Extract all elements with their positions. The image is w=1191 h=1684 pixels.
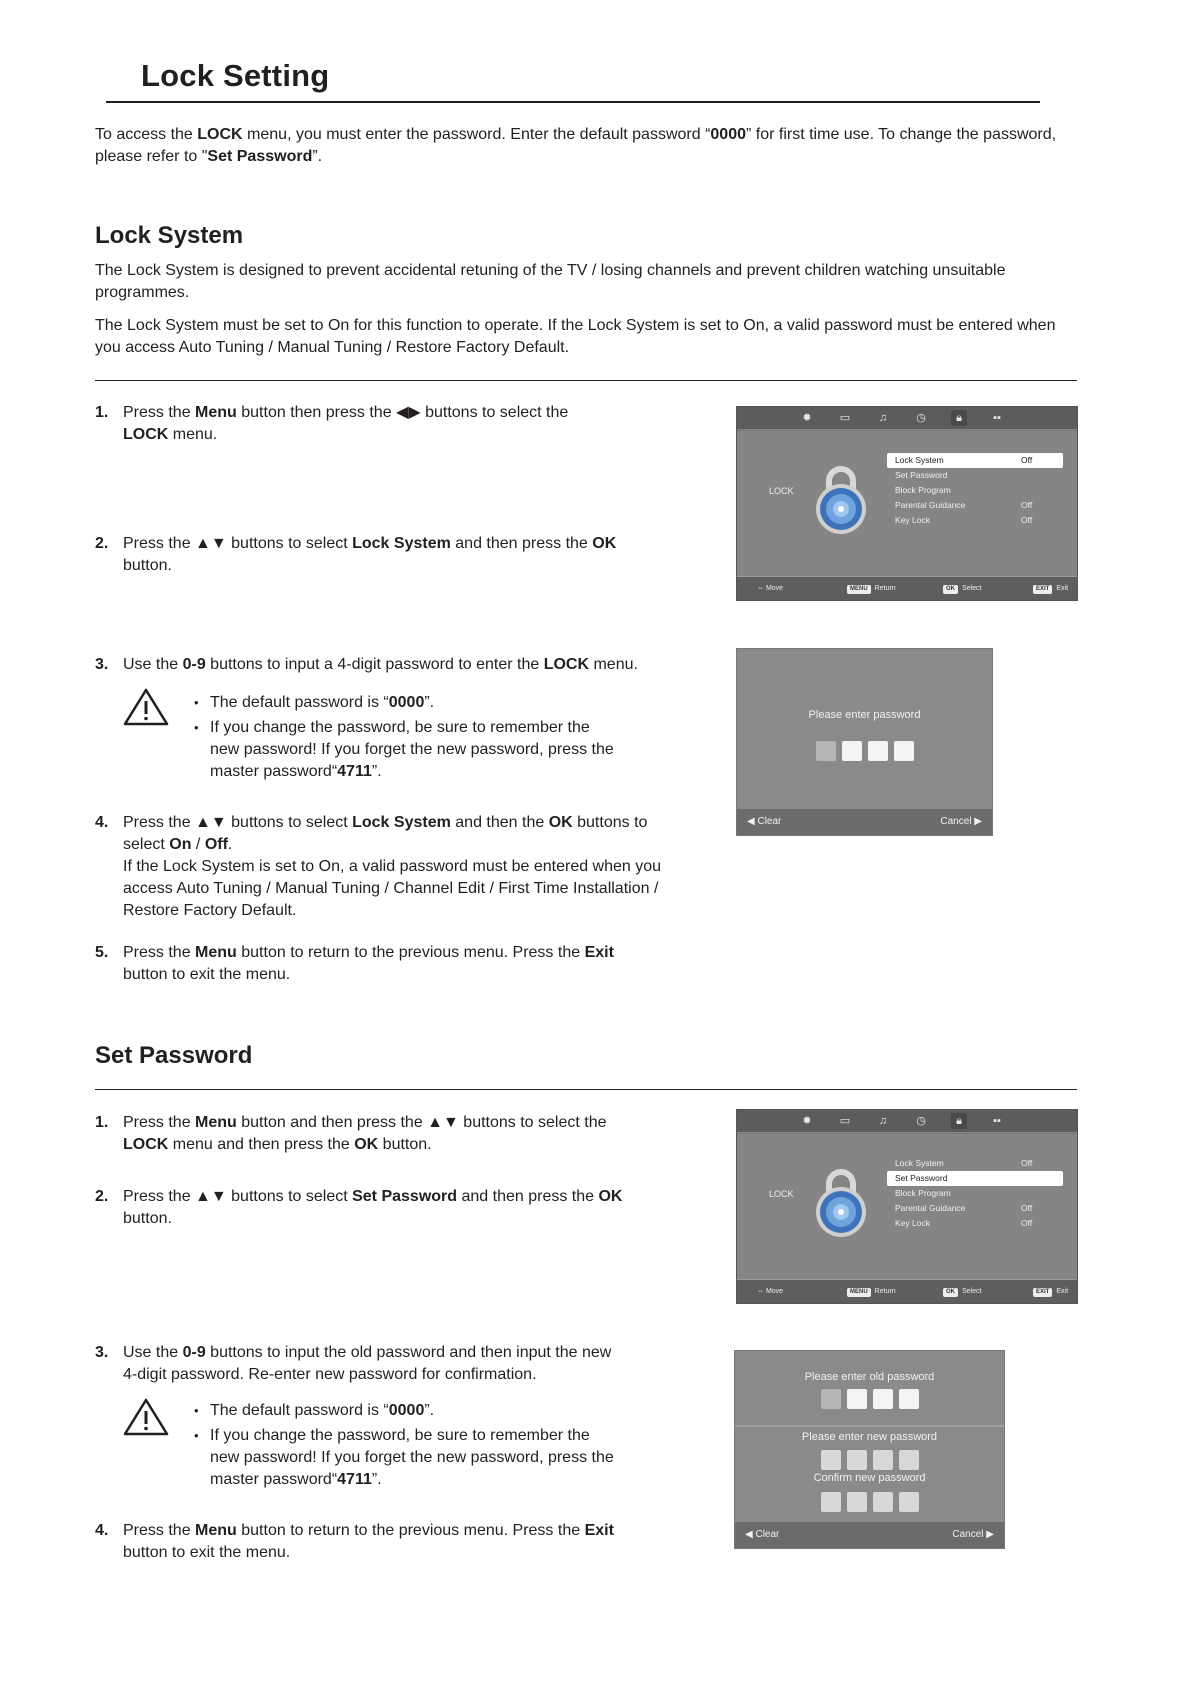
padlock-icon	[811, 459, 871, 539]
step-number: 4.	[95, 1522, 109, 1539]
tv-menu-body	[737, 1134, 1077, 1280]
menu-item-set-password[interactable]: Set Password	[887, 1171, 1063, 1186]
menu-item-block-program[interactable]: Block Program	[895, 485, 951, 495]
tv-set-password-menu-screenshot	[736, 1109, 1078, 1304]
clear-button[interactable]: ◀ Clear	[745, 1529, 780, 1540]
password-digit-box[interactable]	[847, 1492, 867, 1512]
password-digit-box[interactable]	[873, 1389, 893, 1409]
step-number: 1.	[95, 404, 109, 421]
option-icon: ▪▪	[993, 412, 1001, 424]
padlock-icon	[811, 1162, 871, 1242]
menu-item-set-password[interactable]: Set Password	[895, 470, 948, 480]
set-password-heading: Set Password	[95, 1042, 253, 1069]
lock-icon: 🔒︎	[951, 410, 967, 426]
title-rule	[106, 101, 1040, 103]
tv-menu-body	[737, 431, 1077, 577]
password-digit-box[interactable]	[821, 1450, 841, 1470]
dialog-divider	[735, 1425, 1004, 1427]
section-rule	[95, 380, 1077, 381]
menu-item-lock-system[interactable]: Lock System Off	[895, 1158, 1033, 1168]
picture-icon: ✹	[802, 1115, 812, 1127]
step-text: Press the ▲▼ buttons to select Lock System and then press the OK button.	[123, 535, 617, 574]
time-icon: ◷	[916, 412, 926, 424]
return-hint: MENU Return	[847, 584, 896, 594]
password-digit-box[interactable]	[842, 741, 862, 761]
lock-system-heading: Lock System	[95, 222, 244, 249]
menu-item-key-lock[interactable]: Key Lock Off	[895, 515, 1033, 525]
tv-menu-footer	[737, 576, 1077, 600]
dialog-footer	[735, 1522, 1004, 1548]
note-item: • The default password is “0000”.	[194, 1400, 674, 1422]
exit-hint: EXIT Exit	[1033, 1287, 1068, 1297]
dialog-title: Please enter password	[808, 709, 921, 721]
password-digit-box[interactable]	[847, 1389, 867, 1409]
note-item: • If you change the password, be sure to remember the new password! If you forget the new password, press the master password“4711”.	[194, 717, 674, 783]
lock-menu-list	[887, 453, 1063, 528]
step-number: 3.	[95, 656, 109, 673]
picture-icon: ✹	[802, 412, 812, 424]
menu-item-block-program[interactable]: Block Program	[895, 1188, 951, 1198]
password-digit-box[interactable]	[894, 741, 914, 761]
move-hint: ⇔ Move	[757, 1288, 784, 1295]
step-number: 3.	[95, 1344, 109, 1361]
menu-item-parental-guidance[interactable]: Parental Guidance Off	[895, 1203, 1033, 1213]
password-digit-box[interactable]	[821, 1389, 841, 1409]
step-text: Use the 0-9 buttons to input the old password and then input the new 4-digit password. Re-enter new password for confirmation.	[123, 1344, 612, 1383]
lock-label: LOCK	[769, 486, 794, 496]
new-password-boxes[interactable]	[735, 1450, 1004, 1470]
step-text: Press the ▲▼ buttons to select Lock System and then the OK buttons to select On / Off. If the Lock System is set to On, a valid password must be entered when you access Auto Tuning / Manual Tuning / Channel Edit / First Time Installation / Restore Factory Default.	[123, 814, 662, 919]
password-digit-box[interactable]	[868, 741, 888, 761]
sound-icon: ♫	[878, 412, 888, 424]
select-hint: OK Select	[943, 1287, 981, 1297]
new-password-label: Please enter new password	[801, 1431, 938, 1443]
page-title: Lock Setting	[141, 58, 330, 93]
lock-system-para-1: The Lock System is designed to prevent accidental retuning of the TV / losing channels and prevent children watching unsuitable programmes.	[95, 262, 1006, 301]
move-icon: ⇔	[757, 1288, 764, 1295]
old-password-label: Please enter old password	[804, 1371, 935, 1383]
menu-item-key-lock[interactable]: Key Lock Off	[895, 1218, 1033, 1228]
menu-item-parental-guidance[interactable]: Parental Guidance Off	[895, 500, 1033, 510]
password-digit-box[interactable]	[847, 1450, 867, 1470]
password-digit-box[interactable]	[816, 741, 836, 761]
step-number: 5.	[95, 944, 109, 961]
step-text: Press the Menu button and then press the ▲▼ buttons to select the LOCK menu and then press the OK button.	[123, 1114, 607, 1153]
cancel-button[interactable]: Cancel ▶	[940, 816, 982, 827]
change-password-dialog	[734, 1350, 1005, 1549]
password-digit-box[interactable]	[873, 1450, 893, 1470]
lock-notes	[194, 692, 674, 783]
tv-menu-topbar	[737, 1110, 1077, 1133]
note-item: • The default password is “0000”.	[194, 692, 674, 714]
step-text: Press the Menu button to return to the previous menu. Press the Exit button to exit the menu.	[123, 944, 614, 983]
tv-lock-menu-screenshot	[736, 406, 1078, 601]
return-hint: MENU Return	[847, 1287, 896, 1297]
exit-hint: EXIT Exit	[1033, 584, 1068, 594]
menu-item-lock-system[interactable]: Lock System Off	[887, 453, 1063, 468]
move-icon: ⇔	[757, 585, 764, 592]
intro-paragraph: To access the LOCK menu, you must enter the password. Enter the default password “0000” for first time use. To change the password, please refer to "Set Password”.	[95, 126, 1057, 165]
sound-icon: ♫	[878, 1115, 888, 1127]
enter-password-dialog	[736, 648, 993, 836]
password-digit-box[interactable]	[899, 1450, 919, 1470]
lock-label: LOCK	[769, 1189, 794, 1199]
password-digit-box[interactable]	[899, 1389, 919, 1409]
warning-icon	[122, 687, 170, 727]
step-number: 2.	[95, 1188, 109, 1205]
lock-system-para-2: The Lock System must be set to On for this function to operate. If the Lock System is set to On, a valid password must be entered when you access Auto Tuning / Manual Tuning / Restore Factory Default.	[95, 317, 1056, 356]
step-number: 4.	[95, 814, 109, 831]
password-digit-box[interactable]	[821, 1492, 841, 1512]
password-digit-box[interactable]	[873, 1492, 893, 1512]
step-text: Press the Menu button then press the ◀▶ buttons to select the LOCK menu.	[123, 404, 569, 443]
screen-icon: ▭	[839, 412, 851, 424]
clear-button[interactable]: ◀ Clear	[747, 816, 782, 827]
cancel-button[interactable]: Cancel ▶	[952, 1529, 994, 1540]
password-digit-box[interactable]	[899, 1492, 919, 1512]
step-text: Press the Menu button to return to the previous menu. Press the Exit button to exit the menu.	[123, 1522, 614, 1561]
confirm-password-boxes[interactable]	[735, 1492, 1004, 1512]
option-icon: ▪▪	[993, 1115, 1001, 1127]
lock-icon: 🔒︎	[951, 1113, 967, 1129]
step-number: 1.	[95, 1114, 109, 1131]
lock-menu-list	[887, 1156, 1063, 1231]
tv-menu-topbar	[737, 407, 1077, 430]
section-rule	[95, 1089, 1077, 1090]
tv-menu-footer	[737, 1279, 1077, 1303]
step-number: 2.	[95, 535, 109, 552]
move-hint: ⇔ Move	[757, 585, 784, 592]
setpw-notes	[194, 1400, 674, 1491]
warning-icon	[122, 1397, 170, 1437]
select-hint: OK Select	[943, 584, 981, 594]
confirm-password-label: Confirm new password	[813, 1472, 926, 1484]
screen-icon: ▭	[839, 1115, 851, 1127]
dialog-footer	[737, 809, 992, 835]
old-password-boxes[interactable]	[735, 1389, 1004, 1409]
time-icon: ◷	[916, 1115, 926, 1127]
password-boxes[interactable]	[737, 741, 992, 761]
step-text: Press the ▲▼ buttons to select Set Password and then press the OK button.	[123, 1188, 623, 1227]
note-item: • If you change the password, be sure to remember the new password! If you forget the new password, press the master password“4711”.	[194, 1425, 674, 1491]
step-text: Use the 0-9 buttons to input a 4-digit password to enter the LOCK menu.	[123, 656, 638, 673]
